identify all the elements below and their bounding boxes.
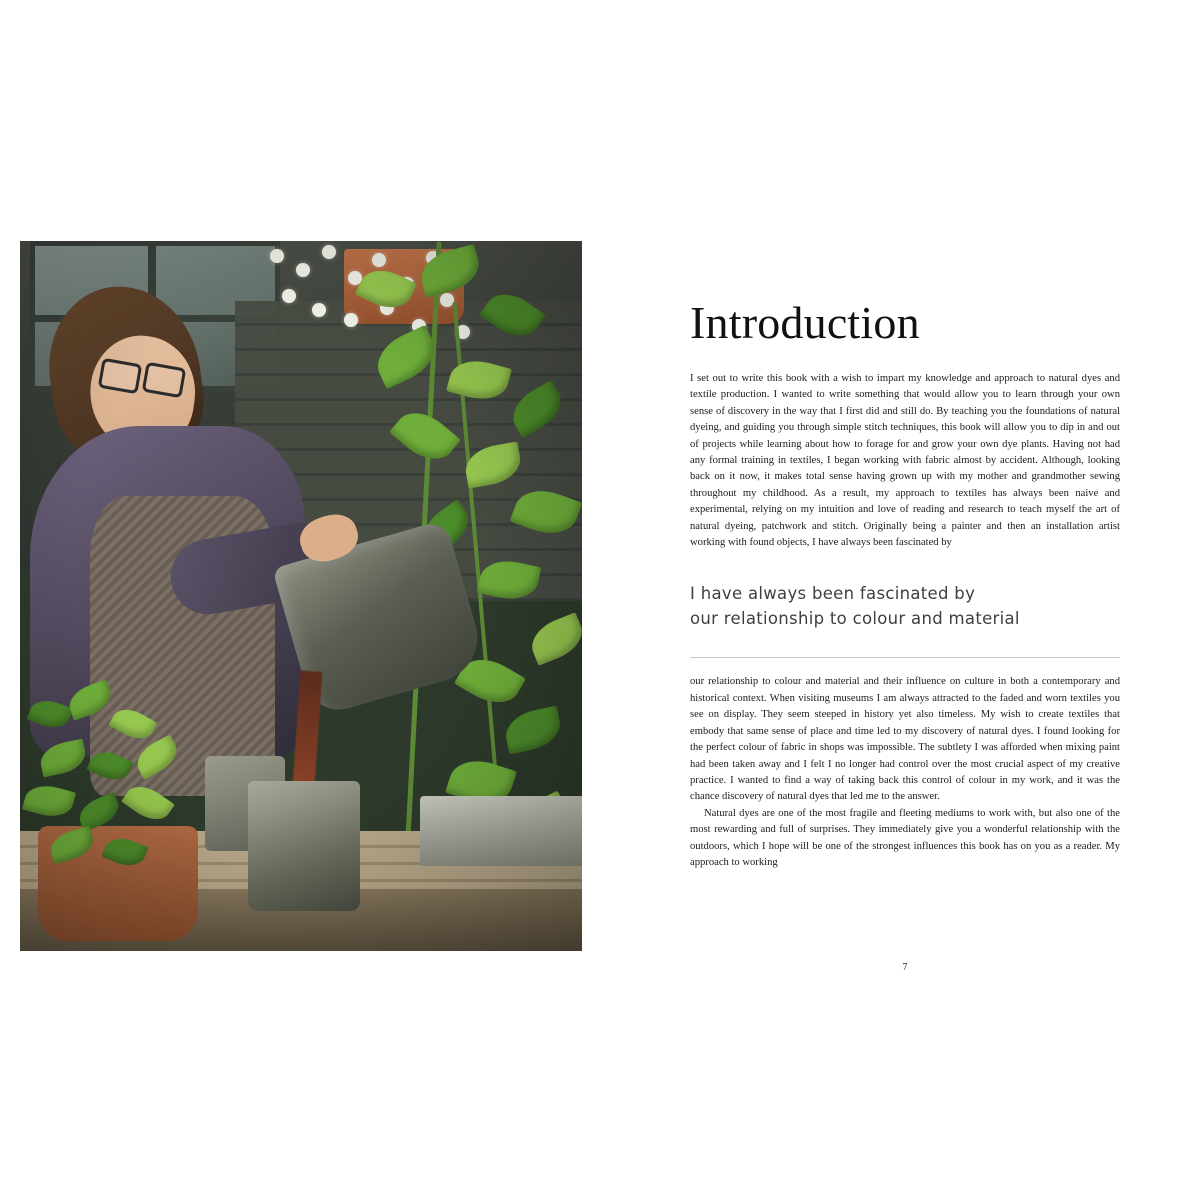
intro-paragraph-3: Natural dyes are one of the most fragile and fleeting mediums to work with, but also one of the most rewarding and full of surprises. They immediately give you a wonderful relationship with the outdoors, which I hope will be one of the strongest influences this book has on you as a reader. My approach to working	[690, 807, 1120, 868]
photograph-woman-pouring-dye	[20, 241, 582, 951]
pull-quote-line-1: I have always been fascinated by	[690, 584, 976, 604]
intro-paragraph-2: our relationship to colour and material and their influence on culture in both a contemporary and historical context. When visiting museums I am always attracted to the faded and worn textiles you see on display. They seem steeped in history yet also timeless. My wish to create textiles that embody that same sense of place and time led to my discovery of natural dyes. I found looking for the perfect colour of fabric in shops was impossible. The subtlety I was afforded when mixing paint had been taken away and I felt I no longer had control over the most crucial aspect of my creative practice. I wanted to find a way of taking back this control of colour in my work, and it was the chance discovery of natural dyes that led me to the answer.	[690, 676, 1120, 803]
right-page-text	[690, 241, 1120, 973]
metal-bucket-front	[248, 781, 360, 911]
eyeglasses	[98, 361, 184, 387]
horizontal-rule	[690, 657, 1120, 658]
metal-sink	[420, 796, 582, 866]
pull-quote-line-2: our relationship to colour and material	[690, 609, 1020, 629]
left-page-photo	[20, 241, 582, 951]
page-number: 7	[902, 962, 908, 973]
potted-herbs	[20, 681, 220, 871]
intro-paragraph-1: I set out to write this book with a wish to impart my knowledge and approach to natural dyes and textile production. I wanted to write something that would allow you to learn through your own sense of discovery in the way that I first did and still do. By teaching you the foundations of natural dyeing, and guiding you through simple stitch techniques, this book will allow you to dip in and out of projects while learning about how to forage for and grow your own dye plants. Having not had any formal training in textiles, I began working with fabric almost by accident. Although, looking back on it now, it makes total sense having grown up with my mother and grandmother sewing throughout my childhood. As a result, my approach to textiles has always been naive and experimental, relying on my intuition and love of reading and research to teach myself the art of natural dyeing, patchwork and stitch. Originally being a painter and then an installation artist working with found objects, I have always been fascinated by	[690, 373, 1120, 549]
pull-quote	[690, 581, 1120, 631]
page-title: Introduction	[690, 297, 920, 348]
